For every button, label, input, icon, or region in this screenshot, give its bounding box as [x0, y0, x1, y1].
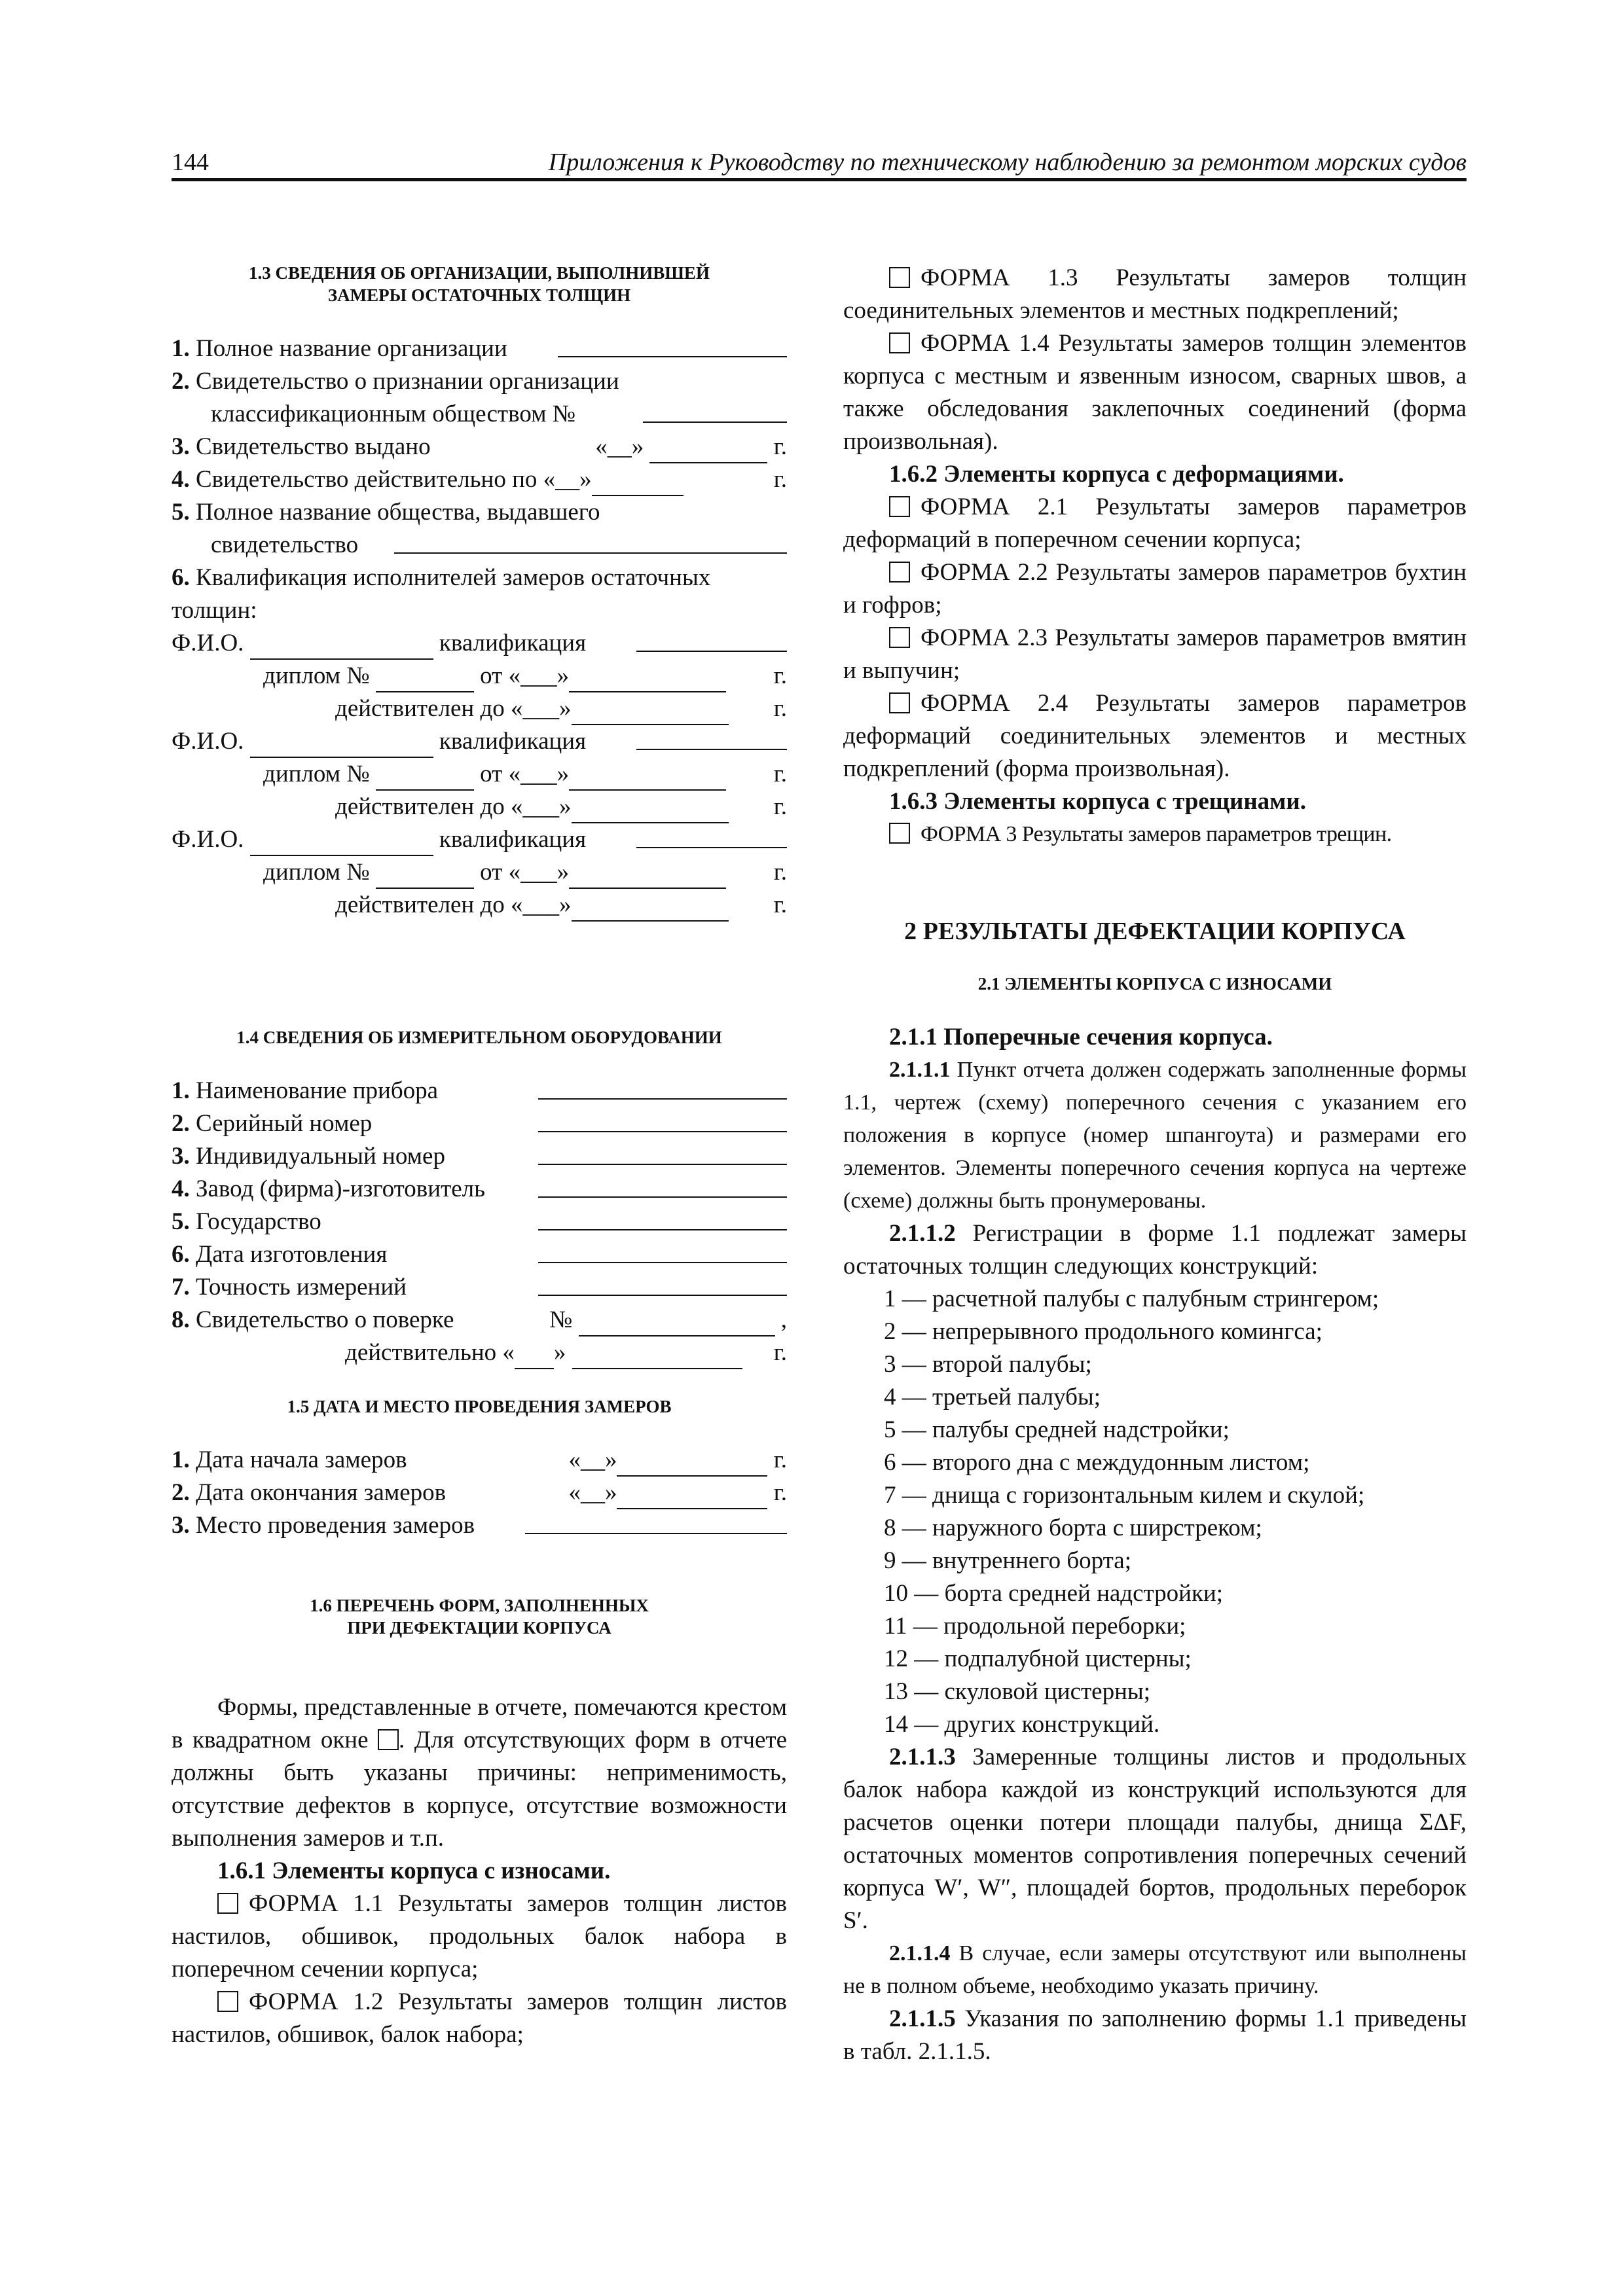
running-header [172, 145, 1467, 182]
list-item: 6 — второго дна с междудонным листом; [884, 1449, 1310, 1476]
form-2-3-item: ФОРМА 2.3 Результаты замеров параметров вмятин и выпучин; [843, 624, 1467, 684]
para-2-1-1-5: 2.1.1.5 Указания по заполнению формы 1.1 приведены в табл. 2.1.1.5. [843, 2005, 1467, 2065]
checkbox-icon [378, 1729, 399, 1750]
list-item: 14 — других конструкций. [884, 1711, 1160, 1738]
form-3-checkbox[interactable] [889, 823, 910, 844]
list-item: 1 — расчетной палубы с палубным стрингером; [884, 1285, 1379, 1312]
section-1-5-title: 1.5 ДАТА И МЕСТО ПРОВЕДЕНИЯ ЗАМЕРОВ [287, 1397, 672, 1416]
section-2-1-title: 2.1 ЭЛЕМЕНТЫ КОРПУСА С ИЗНОСАМИ [977, 974, 1332, 994]
fio-block-3: Ф.И.О. квалификация диплом № от «___» г. действителен до «___» г. [172, 823, 787, 922]
list-item: 2 — непрерывного продольного комингса; [884, 1318, 1322, 1345]
subsection-2-1-1-title: 2.1.1 Поперечные сечения корпуса. [889, 1024, 1273, 1050]
cert-number-field[interactable] [643, 398, 787, 423]
list-item: 7 — днища с горизонтальным килем и скулой; [884, 1482, 1365, 1509]
org-item-1: 1. Полное название организации [172, 332, 787, 365]
form-1-3-checkbox[interactable] [889, 267, 910, 288]
para-2-1-1-3: 2.1.1.3 Замеренные толщины листов и продольных балок набора каждой из конструкций используются для расчетов оценки потери площади палубы, днища ΣΔF, остаточных моментов сопротивления поперечных сечений корпуса W′, W″, площадей бортов, продольных переборок S′. [843, 1744, 1467, 1934]
fio-block-2: Ф.И.О. квалификация диплом № от «___» г. действителен до «___» г. [172, 725, 787, 823]
org-item-5b: свидетельство [172, 529, 787, 562]
dates-list: 1. Дата начала замеров «__» г. 2. Дата окончания замеров «__» г. 3. Место проведения замеров [172, 1446, 787, 1539]
list-item: 11 — продольной переборки; [884, 1613, 1186, 1640]
form-1-2-checkbox[interactable] [217, 1991, 238, 2012]
subsection-1-6-3-title: 1.6.3 Элементы корпуса с трещинами. [889, 788, 1306, 815]
org-item-2b: классификационным обществом № [172, 398, 787, 431]
section-1-6-title: 1.6 ПЕРЕЧЕНЬ ФОРМ, ЗАПОЛНЕННЫХ ПРИ ДЕФЕКТАЦИИ КОРПУСА [310, 1596, 649, 1638]
org-item-4: 4. Свидетельство действительно по «__» г. [172, 463, 787, 496]
form-2-3-checkbox[interactable] [889, 627, 910, 648]
org-item-3: 3. Свидетельство выдано «__» г. [172, 431, 787, 463]
list-item: 8 — наружного борта с ширстреком; [884, 1515, 1262, 1541]
list-item: 10 — борта средней надстройки; [884, 1580, 1224, 1607]
list-item: 13 — скуловой цистерны; [884, 1678, 1151, 1705]
form-1-4-item: ФОРМА 1.4 Результаты замеров толщин элементов корпуса с местным и язвенным износом, сварных швов, а также обследования заклепочных соединений (форма произвольная). [843, 330, 1467, 455]
form-2-4-item: ФОРМА 2.4 Результаты замеров параметров деформаций соединительных элементов и местных подкреплений (форма произвольная). [843, 690, 1467, 782]
equipment-list: 1. Наименование прибора 2. Серийный номер 3. Индивидуальный номер 4. Завод (фирма)-изготовитель 5. Государство 6. Дата изготовления 7. Точность измерений 8. Свидетельство о поверке № , действительно « » г. [172, 1075, 787, 1369]
form-2-2-checkbox[interactable] [889, 562, 910, 583]
page-number: 144 [172, 149, 209, 176]
subsection-1-6-2-title: 1.6.2 Элементы корпуса с деформациями. [889, 461, 1344, 488]
forms-intro-paragraph: Формы, представленные в отчете, помечаются крестом в квадратном окне . Для отсутствующих форм в отчете должны быть указаны причины: неприменимость, отсутствие дефектов в корпусе, отсутствие возможности выполнения замеров и т.п. [172, 1694, 787, 1852]
section-1-4-title: 1.4 СВЕДЕНИЯ ОБ ИЗМЕРИТЕЛЬНОМ ОБОРУДОВАНИИ [236, 1028, 722, 1047]
form-1-1-checkbox[interactable] [217, 1893, 238, 1914]
list-item: 3 — второй палубы; [884, 1351, 1092, 1378]
org-item-5: 5. Полное название общества, выдавшего [172, 499, 600, 526]
form-2-1-checkbox[interactable] [889, 496, 910, 517]
para-2-1-1-2: 2.1.1.2 Регистрации в форме 1.1 подлежат замеры остаточных толщин следующих конструкций: [843, 1220, 1467, 1280]
form-2-4-checkbox[interactable] [889, 692, 910, 713]
fio-block-1: Ф.И.О. квалификация диплом № от «___» г. действителен до «___» г. [172, 627, 787, 725]
para-2-1-1-1: 2.1.1.1 Пункт отчета должен содержать заполненные формы 1.1, чертеж (схему) поперечного сечения с указанием его положения в корпусе (номер шпангоута) и размерами его элементов. Элементы поперечного сечения корпуса на чертеже (схеме) должны быть пронумерованы. [843, 1058, 1467, 1213]
right-column [843, 262, 1467, 2068]
form-1-3-item: ФОРМА 1.3 Результаты замеров толщин соединительных элементов и местных подкреплений; [843, 264, 1467, 324]
form-2-2-item: ФОРМА 2.2 Результаты замеров параметров бухтин и гофров; [843, 559, 1467, 619]
section-1-3-title: 1.3 СВЕДЕНИЯ ОБ ОРГАНИЗАЦИИ, ВЫПОЛНИВШЕЙ ЗАМЕРЫ ОСТАТОЧНЫХ ТОЛЩИН [249, 263, 710, 305]
list-item: 5 — палубы средней надстройки; [884, 1416, 1230, 1443]
form-1-1-item: ФОРМА 1.1 Результаты замеров толщин листов настилов, обшивок, продольных балок набора в поперечном сечении корпуса; [172, 1890, 787, 1982]
list-item: 12 — подпалубной цистерны; [884, 1645, 1192, 1672]
org-name-field[interactable] [558, 332, 787, 357]
form-2-1-item: ФОРМА 2.1 Результаты замеров параметров деформаций в поперечном сечении корпуса; [843, 493, 1467, 553]
para-2-1-1-4: 2.1.1.4 В случае, если замеры отсутствуют или выполнены не в полном объеме, необходимо указать причину. [843, 1941, 1467, 1998]
form-3-item: ФОРМА 3 Результаты замеров параметров трещин. [843, 818, 1467, 851]
subsection-1-6-1-title: 1.6.1 Элементы корпуса с износами. [217, 1857, 611, 1884]
construction-list [843, 1283, 1467, 1741]
header-rule [172, 178, 1467, 181]
org-item-6: 6. Квалификация исполнителей замеров остаточных [172, 564, 711, 591]
section-2-title: 2 РЕЗУЛЬТАТЫ ДЕФЕКТАЦИИ КОРПУСА [904, 918, 1406, 945]
list-item: 4 — третьей палубы; [884, 1384, 1101, 1410]
form-1-4-checkbox[interactable] [889, 332, 910, 353]
running-title: Приложения к Руководству по техническому наблюдению за ремонтом морских судов [548, 149, 1467, 176]
left-column: 1.3 СВЕДЕНИЯ ОБ ОРГАНИЗАЦИИ, ВЫПОЛНИВШЕЙ ЗАМЕРЫ ОСТАТОЧНЫХ ТОЛЩИН 1. Полное название организации 2. Свидетельство о признании организации классификационным обществом № 3. Свидетельство выдано «__» г. 4. Свидетельство действительно по «__» г. 5. Полное название общества, выдавшего свидетельство 6. Квалификация исполнителей замеров остаточных толщин: Ф.И.О. квалификация диплом № от «___» г. действителен до «___» г. Ф.И.О. квалификация диплом № от «___» г. действителен до «___» г. Ф.И.О. квалификация диплом № от «___» г. действителен до «___» г. 1.4 СВЕДЕНИЯ ОБ ИЗМЕРИТЕЛЬНОМ ОБОРУДОВАНИИ 1. Наименование прибора 2. Серийный номер 3. Индивидуальный номер 4. Завод (фирма)-изготовитель 5. Государство 6. Дата изготовления 7. Точность измерений 8. Свидетельство о поверке № , действительно « » г. 1.5 ДАТА И МЕСТО ПРОВЕДЕНИЯ ЗАМЕРОВ 1. Дата начала замеров «__» г. 2. Дата окончания замеров «__» г. 3. Место проведения замеров 1.6 ПЕРЕЧЕНЬ ФОРМ, ЗАПОЛНЕННЫХ ПРИ ДЕФЕКТАЦИИ КОРПУСА Формы, представленные в отчете, помечаются крестом в квадратном окне . Для отсутствующих форм в отчете должны быть указаны причины: неприменимость, отсутствие дефектов в корпусе, отсутствие возможности выполнения замеров и т.п. 1.6.1 Элементы корпуса с износами. ФОРМА 1.1 Результаты замеров толщин листов настилов, обшивок, продольных балок набора в поперечном сечении корпуса; ФОРМА 1.2 Результаты замеров толщин листов настилов, обшивок, балок набора; [172, 262, 787, 2051]
list-item: 9 — внутреннего борта; [884, 1547, 1132, 1574]
org-item-2: 2. Свидетельство о признании организации [172, 368, 619, 395]
form-1-2-item: ФОРМА 1.2 Результаты замеров толщин листов настилов, обшивок, балок набора; [172, 1988, 787, 2048]
